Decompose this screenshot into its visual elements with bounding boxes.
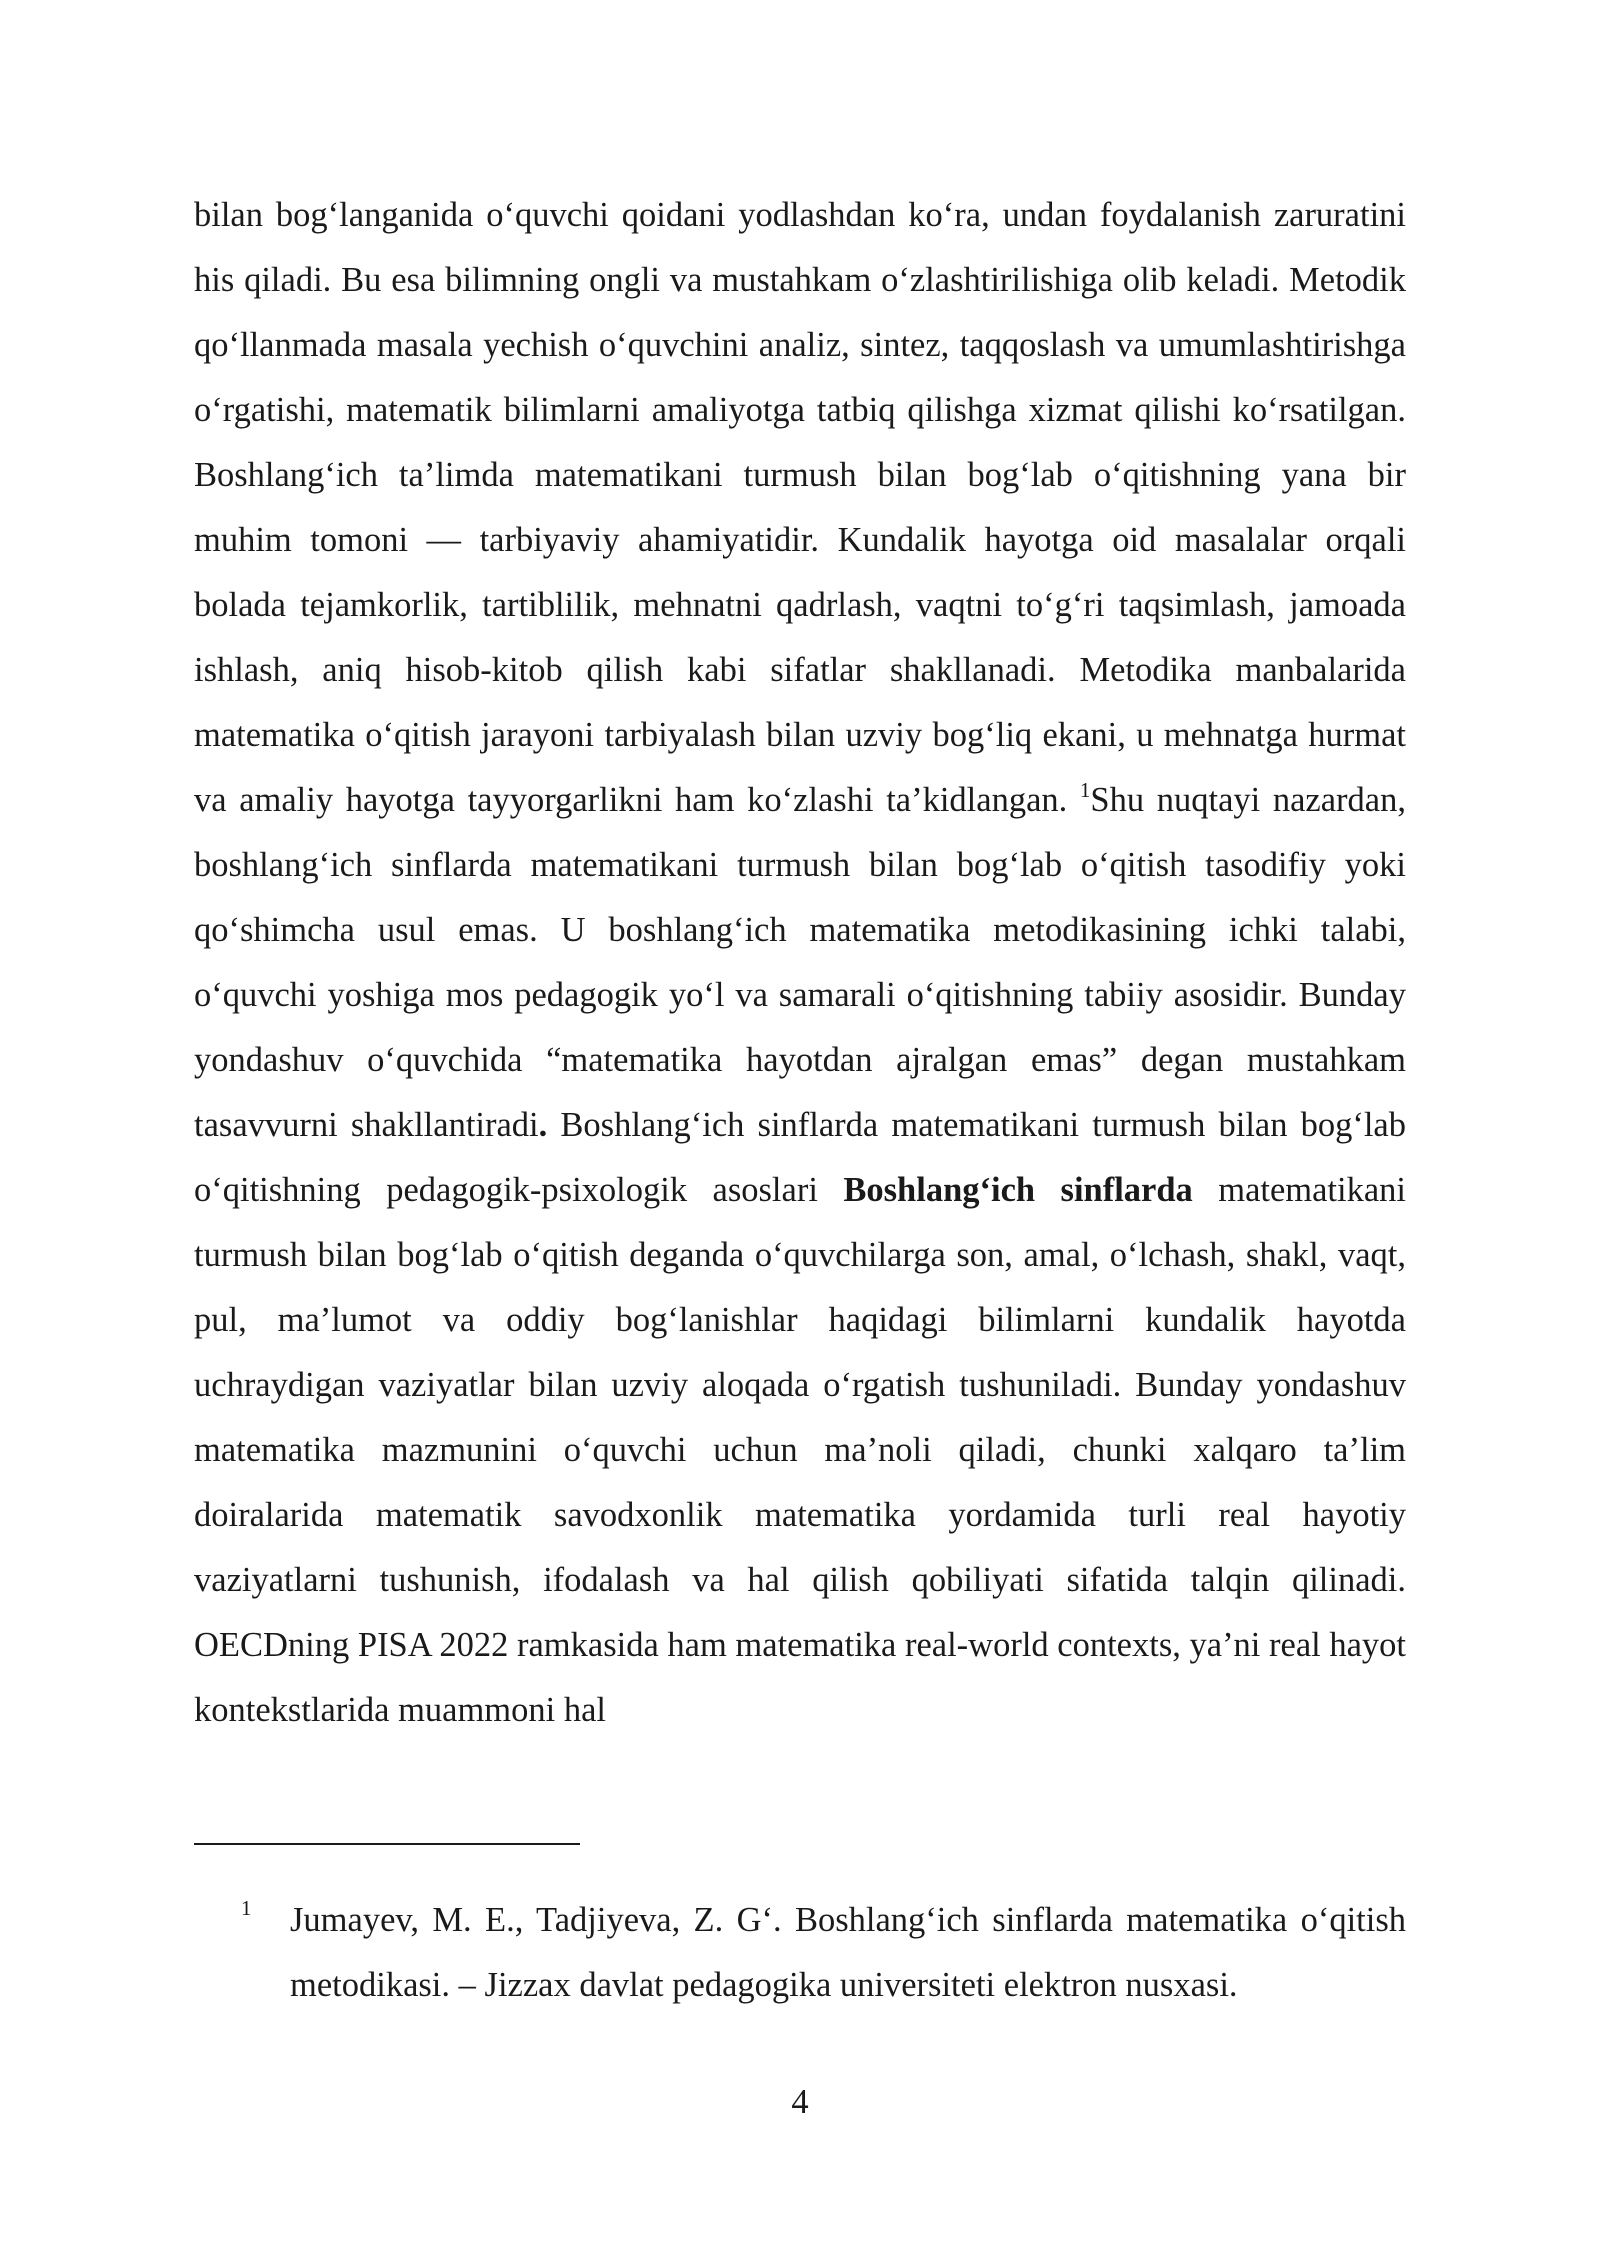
footnote-text: Jumayev, M. E., Tadjiyeva, Z. G‘. Boshlang‘ich sinflarda matematika o‘qitish metodikasi. – Jizzax davlat pedagogika universiteti elektron nusxasi.	[290, 1901, 1406, 2004]
footnote-mark: 1	[241, 1896, 252, 1920]
page-number: 4	[791, 2083, 809, 2121]
paragraph-text-part2: Shu nuqtayi nazardan, boshlang‘ich sinflarda matematikani turmush bilan bog‘lab o‘qitish tasodifiy yoki qo‘shimcha usul emas. U boshlang‘ich matematika metodikasining ichki talabi, o‘quvchi yoshiga mos pedagogik yo‘l va samarali o‘qitishning tabiiy asosidir. Bunday yondashuv o‘quvchida “matematika hayotdan ajralgan emas” degan mustahkam tasavvurni shakllantiradi	[194, 781, 1406, 1144]
paragraph-text-part3: Boshlang‘ich sinflarda matematikani turmush bilan bog‘lab o‘qitishning pedagogik-psixologik asoslari	[194, 1106, 1406, 1209]
paragraph-text-part4: matematikani turmush bilan bog‘lab o‘qitish deganda o‘quvchilarga son, amal, o‘lchash, shakl, vaqt, pul, ma’lumot va oddiy bog‘lanishlar haqidagi bilimlarni kundalik hayotda uchraydigan vaziyatlar bilan uzviy aloqada o‘rgatish tushuniladi. Bunday yondashuv matematika mazmunini o‘quvchi uchun ma’noli qiladi, chunki xalqaro ta’lim doiralarida matematik savodxonlik matematika yordamida turli real hayotiy vaziyatlarni tushunish, ifodalash va hal qilish qobiliyati sifatida talqin qilinadi. OECDning PISA 2022 ramkasida ham matematika real-world contexts, ya’ni real hayot kontekstlarida muammoni hal	[194, 1171, 1406, 1729]
footnote-separator	[194, 1843, 580, 1845]
bold-period: .	[538, 1106, 548, 1144]
body-paragraph	[194, 183, 1406, 1743]
paragraph-text-part1: bilan bog‘langanida o‘quvchi qoidani yodlashdan ko‘ra, undan foydalanish zaruratini his qiladi. Bu esa bilimning ongli va mustahkam o‘zlashtirilishiga olib keladi. Metodik qo‘llanmada masala yechish o‘quvchini analiz, sintez, taqqoslash va umumlashtirishga o‘rgatishi, matematik bilimlarni amaliyotga tatbiq qilishga xizmat qilishi ko‘rsatilgan. Boshlang‘ich ta’limda matematikani turmush bilan bog‘lab o‘qitishning yana bir muhim tomoni — tarbiyaviy ahamiyatidir. Kundalik hayotga oid masalalar orqali bolada tejamkorlik, tartiblilik, mehnatni qadrlash, vaqtni to‘g‘ri taqsimlash, jamoada ishlash, aniq hisob-kitob qilish kabi sifatlar shakllanadi. Metodika manbalarida matematika o‘qitish jarayoni tarbiyalash bilan uzviy bog‘liq ekani, u mehnatga hurmat va amaliy hayotga tayyorgarlikni ham ko‘zlashi ta’kidlangan.	[194, 196, 1406, 819]
footnote-reference[interactable]: 1	[1079, 778, 1091, 802]
bold-heading-phrase: Boshlang‘ich sinflarda	[843, 1171, 1193, 1209]
